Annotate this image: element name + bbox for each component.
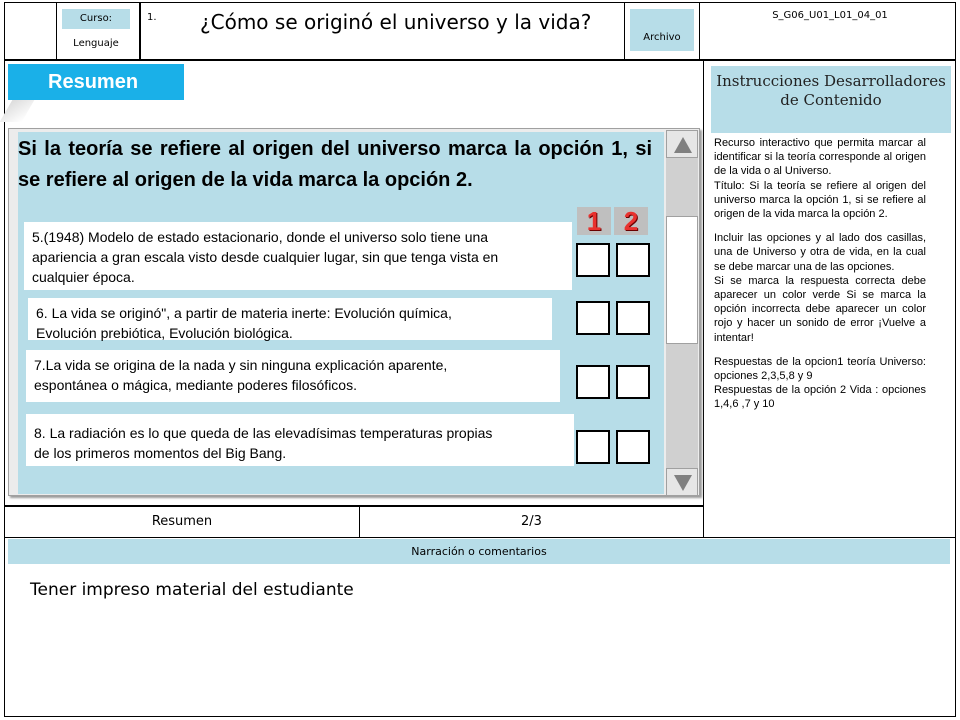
page-title: ¿Cómo se originó el universo y la vida? xyxy=(200,10,592,34)
resource-code: S_G06_U01_L01_04_01 xyxy=(772,10,888,21)
narration-note: Tener impreso material del estudiante xyxy=(30,580,354,600)
scroll-up-button[interactable] xyxy=(666,130,698,158)
curso-value: Lenguaje xyxy=(73,38,119,49)
narration-area xyxy=(4,537,956,717)
checkbox-item8-option1[interactable] xyxy=(576,430,610,464)
instructions-p1: Recurso interactivo que permita marcar al identificar si la teoría corresponde al origen de la vida o al Universo. xyxy=(714,137,926,178)
scroll-down-button[interactable] xyxy=(666,468,698,496)
statement-line: 7.La vida se origina de la nada y sin ninguna explicación aparente, xyxy=(34,357,448,373)
archivo-label: Archivo xyxy=(643,32,681,43)
checkbox-item6-option2[interactable] xyxy=(616,301,650,335)
narration-header: Narración o comentarios xyxy=(8,539,950,564)
scrollbar-thumb[interactable] xyxy=(666,216,698,344)
statement-line: apariencia a gran escala visto desde cualquier lugar, sin que tenga vista en xyxy=(32,249,499,265)
statement-line: cualquier época. xyxy=(32,269,135,285)
checkbox-item5-option2[interactable] xyxy=(616,243,650,277)
section-tab: Resumen xyxy=(8,64,184,100)
instructions-title: Instrucciones Desarrolladores de Contenido xyxy=(711,66,951,133)
page-indicator: 2/3 xyxy=(521,514,542,529)
checkbox-item5-option1[interactable] xyxy=(576,243,610,277)
instructions-p5: Respuestas de la opcion1 teoría Universo: opciones 2,3,5,8 y 9 xyxy=(714,355,926,383)
instructions-p6: Respuestas de la opción 2 Vida : opciones 1,4,6 ,7 y 10 xyxy=(714,384,926,411)
statement-line: Evolución prebiótica, Evolución biológica. xyxy=(36,325,293,341)
statement-item-5 xyxy=(24,222,572,290)
lesson-number: 1. xyxy=(147,12,157,23)
arrow-down-icon xyxy=(674,475,692,491)
instructions-p4: Si se marca la respuesta correcta debe aparecer un color verde Si se marca la opción incorrecta debe aparecer un color rojo y hacer un sonido de error ¡Vuelve a intentar! xyxy=(714,274,926,344)
checkbox-item8-option2[interactable] xyxy=(616,430,650,464)
statement-line: 6. La vida se originó", a partir de materia inerte: Evolución química, xyxy=(36,305,452,321)
archivo-box[interactable] xyxy=(630,9,694,51)
statement-item-8 xyxy=(26,414,574,466)
instructions-body xyxy=(714,136,926,412)
statement-item-6 xyxy=(28,298,552,340)
instructions-p2: Título: Si la teoría se refiere al origen del universo marca la opción 1, si se refiere al origen de la vida marca la opción 2. xyxy=(714,179,926,221)
checkbox-item7-option1[interactable] xyxy=(576,365,610,399)
curso-label: Curso: xyxy=(62,9,130,29)
option-1-label: 1 xyxy=(577,207,611,235)
statement-line: 5.(1948) Modelo de estado estacionario, donde el universo solo tiene una xyxy=(32,229,489,245)
statement-line: de los primeros momentos del Big Bang. xyxy=(34,445,287,461)
arrow-up-icon xyxy=(674,137,692,153)
footer-section-label: Resumen xyxy=(151,514,213,529)
option-2-label: 2 xyxy=(614,207,648,235)
instructions-p3: Incluir las opciones y al lado dos casillas, una de Universo y otra de vida, en la cual se debe marcar una de las opciones. xyxy=(714,232,926,273)
statement-item-7 xyxy=(26,350,560,402)
checkbox-item7-option2[interactable] xyxy=(616,365,650,399)
checkbox-item6-option1[interactable] xyxy=(576,301,610,335)
statement-line: 8. La radiación es lo que queda de las elevadísimas temperaturas propias xyxy=(34,425,493,441)
statement-line: espontánea o mágica, mediante poderes filosóficos. xyxy=(34,377,357,393)
activity-question: Si la teoría se refiere al origen del universo marca la opción 1, si se refiere al origen de la vida marca la opción 2. xyxy=(18,138,652,191)
